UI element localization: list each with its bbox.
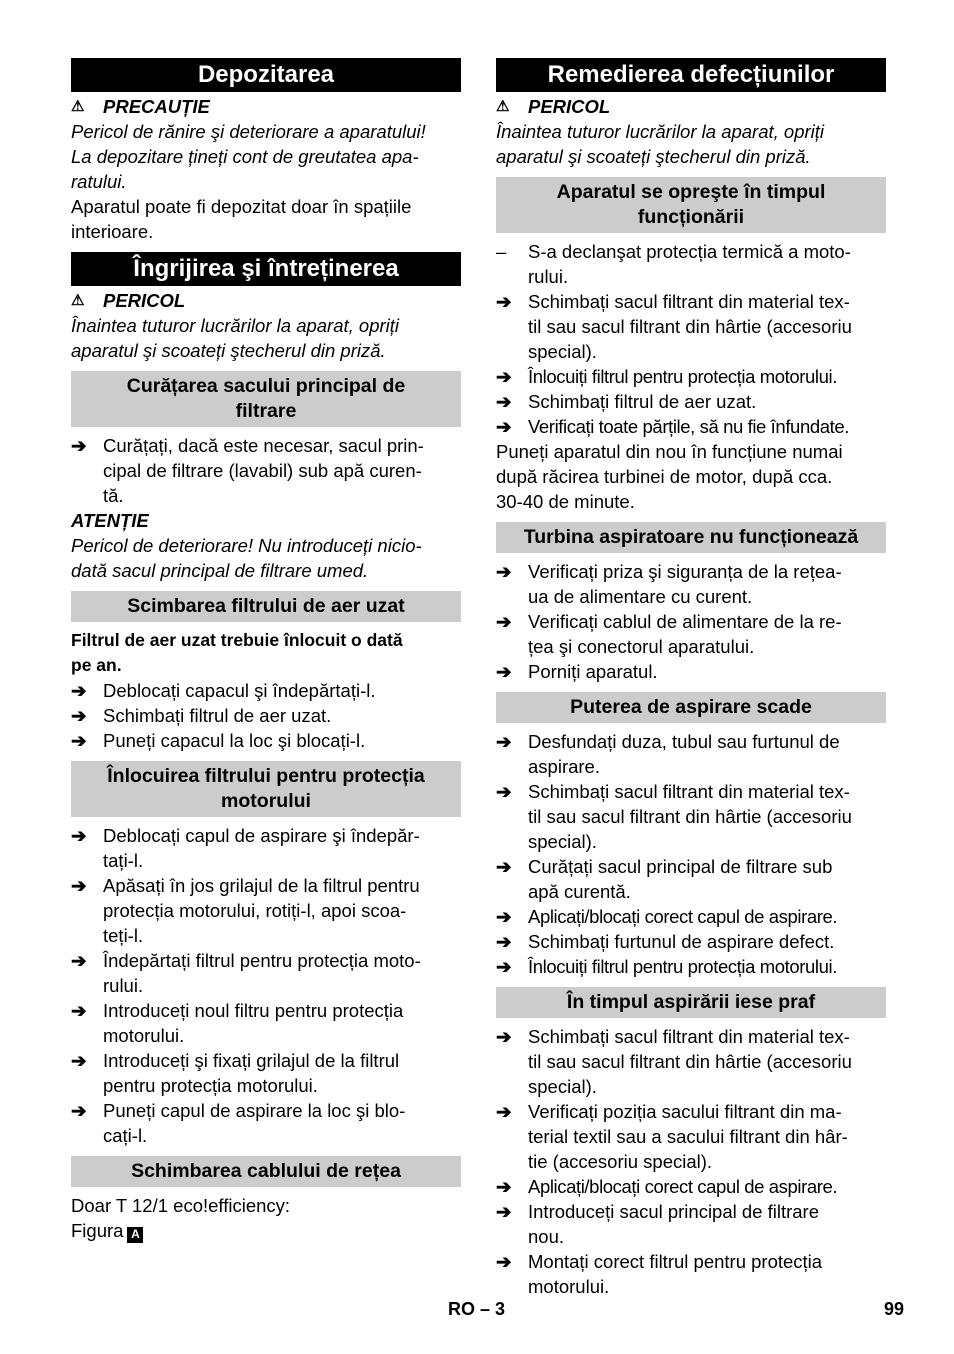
arrow-right-icon: ➔ — [496, 1026, 512, 1047]
list-item: ➔ Puneți capacul la loc şi blocați-l. — [71, 730, 366, 751]
arrow-right-icon: ➔ — [496, 781, 512, 802]
warning-triangle-icon: ⚠ — [496, 98, 510, 115]
section-title-care: Îngrijirea şi întreținerea — [71, 252, 461, 286]
arrow-right-icon: ➔ — [496, 1201, 512, 1222]
dash-marker: – — [496, 241, 507, 262]
arrow-right-icon: ➔ — [71, 1000, 87, 1021]
arrow-right-icon: ➔ — [71, 705, 87, 726]
arrow-right-icon: ➔ — [496, 856, 512, 877]
list-item: ➔ Introduceți sacul principal de filtrare nou. — [496, 1201, 820, 1247]
danger-heading: ⚠ PERICOL — [496, 96, 611, 117]
list-item: – S-a declanşat protecția termică a moto- rului. — [496, 241, 851, 287]
storage-text: Aparatul poate fi depozitat doar în spațiile interioare. — [71, 196, 412, 242]
list-item: ➔ Puneți capul de aspirare la loc şi blo- cați-l. — [71, 1100, 406, 1146]
danger-text: Înaintea tuturor lucrărilor la aparat, opriți aparatul şi scoateți ştecherul din priză. — [71, 315, 400, 361]
list-item: ➔ Schimbați filtrul de aer uzat. — [496, 391, 757, 412]
arrow-right-icon: ➔ — [71, 730, 87, 751]
arrow-right-icon: ➔ — [496, 416, 512, 437]
arrow-right-icon: ➔ — [71, 680, 87, 701]
left-column — [71, 58, 461, 1243]
subsection-title-exhaust-filter: Scimbarea filtrului de aer uzat — [71, 591, 461, 622]
arrow-right-icon: ➔ — [496, 931, 512, 952]
arrow-right-icon: ➔ — [496, 1176, 512, 1197]
list-item: ➔ Curățați sacul principal de filtrare sub apă curentă. — [496, 856, 833, 902]
danger-heading: ⚠ PERICOL — [71, 290, 186, 311]
danger-text: Înaintea tuturor lucrărilor la aparat, opriți aparatul şi scoateți ştecherul din priză. — [496, 121, 825, 167]
list-item: ➔ Schimbați sacul filtrant din material tex- til sau sacul filtrant din hârtie (accesoriu special). — [496, 781, 852, 852]
subsection-title-main-bag: Curățarea sacului principal de filtrare — [71, 371, 461, 427]
figure-label: A — [127, 1227, 143, 1243]
subsection-title-cable: Schimbarea cablului de rețea — [71, 1156, 461, 1187]
list-item: ➔ Deblocați capul de aspirare şi îndepăr- tați-l. — [71, 825, 420, 871]
arrow-right-icon: ➔ — [71, 825, 87, 846]
cable-text: Doar T 12/1 eco!efficiency: — [71, 1195, 291, 1216]
arrow-right-icon: ➔ — [496, 731, 512, 752]
footer-page-number: 99 — [884, 1299, 905, 1319]
list-item: ➔ Introduceți noul filtru pentru protecția motorului. — [71, 1000, 404, 1046]
restart-text: Puneți aparatul din nou în funcțiune numai după răcirea turbinei de motor, după cca. 30-40 de minute. — [496, 441, 843, 512]
list-item: ➔ Verificați cablul de alimentare de la re- țea şi conectorul aparatului. — [496, 611, 842, 657]
list-item: ➔ Îndepărtați filtrul pentru protecția moto- rului. — [71, 950, 421, 996]
caution-heading: ⚠ PRECAUȚIE — [71, 96, 210, 117]
subsection-title-dust: În timpul aspirării iese praf — [496, 987, 886, 1018]
arrow-right-icon: ➔ — [71, 1050, 87, 1071]
arrow-right-icon: ➔ — [71, 1100, 87, 1121]
subsection-title-suction: Puterea de aspirare scade — [496, 692, 886, 723]
arrow-right-icon: ➔ — [71, 875, 87, 896]
arrow-right-icon: ➔ — [496, 906, 512, 927]
list-item: ➔ Schimbați sacul filtrant din material tex- til sau sacul filtrant din hârtie (accesoriu special). — [496, 291, 852, 362]
section-title-troubleshooting: Remedierea defecțiunilor — [496, 58, 886, 92]
list-item: ➔ Porniți aparatul. — [496, 661, 658, 682]
list-item: ➔ Aplicați/blocați corect capul de aspirare. — [496, 906, 838, 927]
attention-label: ATENȚIE — [71, 510, 149, 531]
arrow-right-icon: ➔ — [496, 291, 512, 312]
list-item: ➔ Verificați toate părțile, să nu fie înfundate. — [496, 416, 849, 437]
list-item: ➔ Montați corect filtrul pentru protecția motorului. — [496, 1251, 823, 1297]
figure-reference: Figura A — [71, 1218, 461, 1243]
list-item: ➔ Schimbați furtunul de aspirare defect. — [496, 931, 835, 952]
list-item: ➔ Verificați poziția sacului filtrant din ma- terial textil sau a sacului filtrant din hâr- tie (accesoriu special). — [496, 1101, 848, 1172]
subsection-title-stops: Aparatul se opreşte în timpul funcționării — [496, 177, 886, 233]
arrow-right-icon: ➔ — [71, 435, 87, 456]
exhaust-filter-note: Filtrul de aer uzat trebuie înlocuit o dată pe an. — [71, 630, 403, 675]
list-item: ➔ Aplicați/blocați corect capul de aspirare. — [496, 1176, 838, 1197]
arrow-right-icon: ➔ — [496, 561, 512, 582]
arrow-right-icon: ➔ — [496, 661, 512, 682]
arrow-right-icon: ➔ — [496, 956, 512, 977]
list-item: ➔ Schimbați sacul filtrant din material tex- til sau sacul filtrant din hârtie (accesoriu special). — [496, 1026, 852, 1097]
arrow-right-icon: ➔ — [496, 1251, 512, 1272]
subsection-title-turbine: Turbina aspiratoare nu funcționează — [496, 522, 886, 553]
list-item: ➔ Curățați, dacă este necesar, sacul prin- cipal de filtrare (lavabil) sub apă curen- tă. — [71, 435, 424, 506]
caution-text: Pericol de rănire şi deteriorare a aparatului! La depozitare țineți cont de greutatea apa- ratului. — [71, 121, 426, 192]
attention-text: Pericol de deteriorare! Nu introduceți nicio- dată sacul principal de filtrare umed. — [71, 535, 422, 581]
list-item: ➔ Verificați priza şi siguranța de la rețea- ua de alimentare cu curent. — [496, 561, 842, 607]
footer-section-code: RO – 3 — [448, 1299, 506, 1319]
arrow-right-icon: ➔ — [496, 611, 512, 632]
list-item: ➔ Schimbați filtrul de aer uzat. — [71, 705, 332, 726]
list-item: ➔ Apăsați în jos grilajul de la filtrul pentru protecția motorului, rotiți-l, apoi scoa- teți-l. — [71, 875, 420, 946]
warning-triangle-icon: ⚠ — [71, 98, 85, 115]
section-title-storage: Depozitarea — [71, 58, 461, 92]
list-item: ➔ Deblocați capacul şi îndepărtați-l. — [71, 680, 376, 701]
list-item: ➔ Desfundați duza, tubul sau furtunul de aspirare. — [496, 731, 840, 777]
arrow-right-icon: ➔ — [496, 1101, 512, 1122]
arrow-right-icon: ➔ — [496, 391, 512, 412]
warning-triangle-icon: ⚠ — [71, 292, 85, 309]
list-item: ➔ Înlocuiți filtrul pentru protecția motorului. — [496, 366, 837, 387]
right-column — [496, 58, 886, 1299]
list-item: ➔ Înlocuiți filtrul pentru protecția motorului. — [496, 956, 837, 977]
arrow-right-icon: ➔ — [71, 950, 87, 971]
list-item: ➔ Introduceți şi fixați grilajul de la filtrul pentru protecția motorului. — [71, 1050, 400, 1096]
arrow-right-icon: ➔ — [496, 366, 512, 387]
subsection-title-motor-filter: Înlocuirea filtrului pentru protecția motorului — [71, 761, 461, 817]
